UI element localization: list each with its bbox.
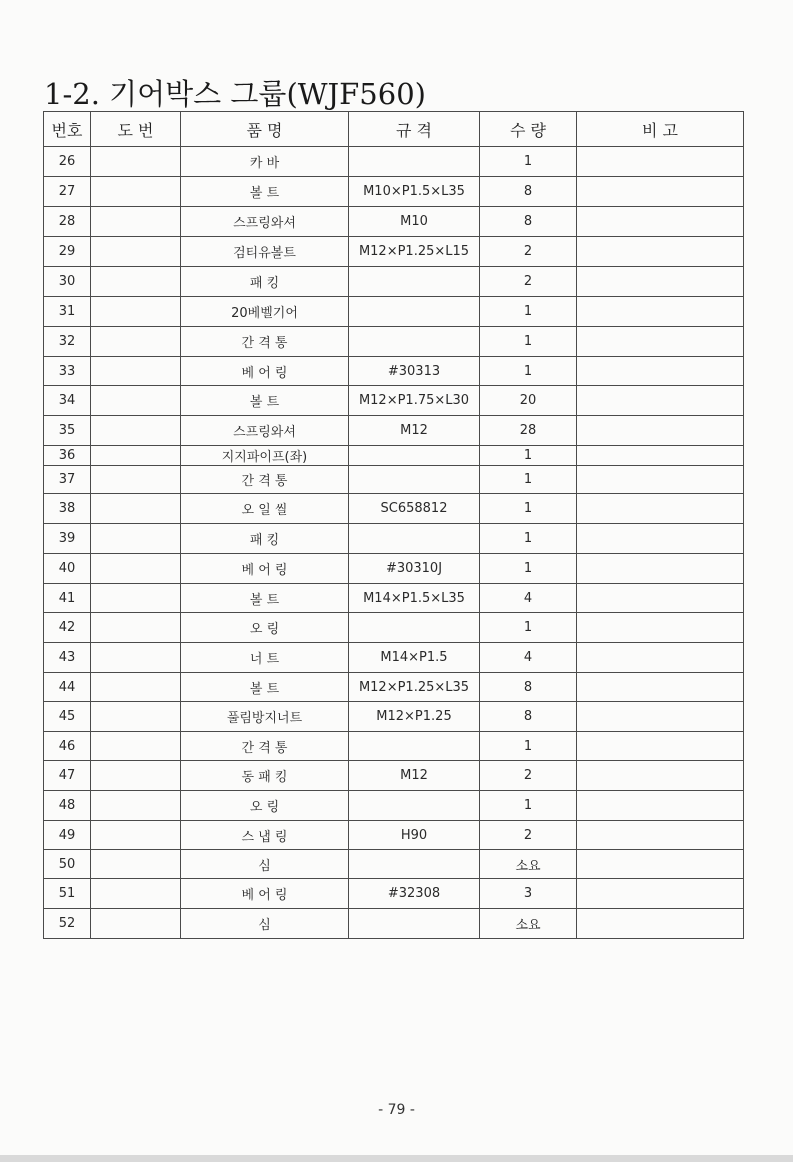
- cell-spec: #32308: [349, 879, 480, 909]
- cell-name: 간 격 통: [181, 732, 349, 761]
- table-row: [44, 267, 744, 297]
- cell-qty: 3: [480, 879, 577, 909]
- cell-note: [577, 237, 744, 267]
- cell-no: 33: [44, 357, 91, 386]
- page-title: 1-2. 기어박스 그룹(WJF560): [44, 77, 426, 111]
- cell-qty: 1: [480, 524, 577, 554]
- cell-drawing: [91, 554, 181, 584]
- cell-spec: [349, 613, 480, 643]
- cell-spec: [349, 267, 480, 297]
- cell-name: 지지파이프(좌): [181, 446, 349, 466]
- table-row: [44, 327, 744, 357]
- cell-name: 스프링와셔: [181, 207, 349, 237]
- cell-qty: 20: [480, 386, 577, 416]
- cell-name: 동 패 킹: [181, 761, 349, 791]
- cell-name: 패 킹: [181, 524, 349, 554]
- cell-name: 풀림방지너트: [181, 702, 349, 732]
- table-row: [44, 297, 744, 327]
- table-row: [44, 850, 744, 879]
- cell-drawing: [91, 327, 181, 357]
- cell-no: 48: [44, 791, 91, 821]
- cell-qty: 2: [480, 761, 577, 791]
- cell-note: [577, 761, 744, 791]
- cell-name: 심: [181, 850, 349, 879]
- cell-note: [577, 267, 744, 297]
- cell-drawing: [91, 821, 181, 850]
- cell-qty: 8: [480, 702, 577, 732]
- scan-edge: [0, 1155, 793, 1162]
- cell-spec: [349, 850, 480, 879]
- cell-no: 45: [44, 702, 91, 732]
- cell-spec: M12: [349, 416, 480, 446]
- cell-drawing: [91, 466, 181, 494]
- header-drawing: 도 번: [91, 112, 181, 147]
- cell-qty: 소요: [480, 850, 577, 879]
- cell-qty: 4: [480, 643, 577, 673]
- table-row: [44, 879, 744, 909]
- header-note: 비 고: [577, 112, 744, 147]
- cell-qty: 4: [480, 584, 577, 613]
- cell-no: 50: [44, 850, 91, 879]
- cell-drawing: [91, 732, 181, 761]
- table-row: [44, 702, 744, 732]
- cell-drawing: [91, 207, 181, 237]
- cell-qty: 1: [480, 327, 577, 357]
- table-row: [44, 237, 744, 267]
- cell-name: 볼 트: [181, 177, 349, 207]
- cell-spec: M14×P1.5: [349, 643, 480, 673]
- cell-note: [577, 850, 744, 879]
- table-row: [44, 466, 744, 494]
- cell-drawing: [91, 613, 181, 643]
- table-row: [44, 386, 744, 416]
- table-row: [44, 643, 744, 673]
- cell-name: 너 트: [181, 643, 349, 673]
- cell-spec: [349, 446, 480, 466]
- table-row: [44, 732, 744, 761]
- cell-no: 30: [44, 267, 91, 297]
- cell-no: 44: [44, 673, 91, 702]
- table-row: [44, 357, 744, 386]
- table-row: [44, 554, 744, 584]
- cell-spec: M10×P1.5×L35: [349, 177, 480, 207]
- cell-note: [577, 327, 744, 357]
- cell-name: 볼 트: [181, 584, 349, 613]
- cell-no: 36: [44, 446, 91, 466]
- cell-qty: 소요: [480, 909, 577, 939]
- cell-note: [577, 791, 744, 821]
- cell-no: 27: [44, 177, 91, 207]
- cell-spec: SC658812: [349, 494, 480, 524]
- cell-qty: 8: [480, 207, 577, 237]
- cell-name: 베 어 링: [181, 357, 349, 386]
- table-row: [44, 524, 744, 554]
- page-number: - 79 -: [378, 1102, 415, 1118]
- cell-no: 38: [44, 494, 91, 524]
- cell-name: 오 링: [181, 791, 349, 821]
- cell-drawing: [91, 879, 181, 909]
- cell-spec: M14×P1.5×L35: [349, 584, 480, 613]
- cell-note: [577, 909, 744, 939]
- cell-name: 20베벨기어: [181, 297, 349, 327]
- cell-note: [577, 524, 744, 554]
- cell-note: [577, 357, 744, 386]
- cell-spec: [349, 297, 480, 327]
- cell-name: 베 어 링: [181, 879, 349, 909]
- table-row: [44, 791, 744, 821]
- table-row: [44, 147, 744, 177]
- cell-note: [577, 584, 744, 613]
- cell-note: [577, 554, 744, 584]
- cell-qty: 1: [480, 494, 577, 524]
- cell-name: 스프링와셔: [181, 416, 349, 446]
- cell-drawing: [91, 909, 181, 939]
- parts-table-body: [44, 147, 744, 939]
- cell-no: 49: [44, 821, 91, 850]
- cell-no: 28: [44, 207, 91, 237]
- cell-no: 31: [44, 297, 91, 327]
- cell-no: 41: [44, 584, 91, 613]
- parts-table-header: [44, 112, 744, 147]
- table-row: [44, 177, 744, 207]
- cell-qty: 2: [480, 821, 577, 850]
- cell-drawing: [91, 643, 181, 673]
- cell-note: [577, 207, 744, 237]
- cell-drawing: [91, 386, 181, 416]
- cell-qty: 1: [480, 466, 577, 494]
- cell-name: 볼 트: [181, 673, 349, 702]
- cell-no: 47: [44, 761, 91, 791]
- cell-drawing: [91, 673, 181, 702]
- cell-no: 26: [44, 147, 91, 177]
- table-row: [44, 584, 744, 613]
- cell-no: 42: [44, 613, 91, 643]
- cell-drawing: [91, 702, 181, 732]
- table-row: [44, 761, 744, 791]
- cell-note: [577, 732, 744, 761]
- cell-drawing: [91, 147, 181, 177]
- cell-spec: M12×P1.25×L15: [349, 237, 480, 267]
- cell-no: 34: [44, 386, 91, 416]
- cell-name: 베 어 링: [181, 554, 349, 584]
- cell-drawing: [91, 237, 181, 267]
- table-row: [44, 613, 744, 643]
- cell-spec: [349, 791, 480, 821]
- cell-no: 51: [44, 879, 91, 909]
- cell-spec: M12×P1.25: [349, 702, 480, 732]
- cell-note: [577, 643, 744, 673]
- cell-no: 35: [44, 416, 91, 446]
- cell-qty: 1: [480, 297, 577, 327]
- cell-no: 43: [44, 643, 91, 673]
- cell-no: 37: [44, 466, 91, 494]
- cell-drawing: [91, 267, 181, 297]
- cell-no: 39: [44, 524, 91, 554]
- table-row: [44, 494, 744, 524]
- cell-spec: M12×P1.25×L35: [349, 673, 480, 702]
- cell-note: [577, 297, 744, 327]
- cell-drawing: [91, 297, 181, 327]
- cell-no: 52: [44, 909, 91, 939]
- cell-qty: 1: [480, 554, 577, 584]
- cell-spec: [349, 732, 480, 761]
- cell-no: 40: [44, 554, 91, 584]
- cell-note: [577, 613, 744, 643]
- cell-qty: 8: [480, 673, 577, 702]
- cell-drawing: [91, 584, 181, 613]
- cell-qty: 1: [480, 791, 577, 821]
- cell-spec: #30313: [349, 357, 480, 386]
- cell-note: [577, 879, 744, 909]
- cell-no: 32: [44, 327, 91, 357]
- cell-note: [577, 386, 744, 416]
- cell-drawing: [91, 761, 181, 791]
- cell-qty: 1: [480, 732, 577, 761]
- cell-spec: [349, 466, 480, 494]
- cell-note: [577, 673, 744, 702]
- cell-qty: 1: [480, 147, 577, 177]
- cell-spec: [349, 909, 480, 939]
- cell-note: [577, 147, 744, 177]
- header-no: 번호: [44, 112, 91, 147]
- cell-no: 29: [44, 237, 91, 267]
- table-row: [44, 207, 744, 237]
- cell-drawing: [91, 791, 181, 821]
- cell-qty: 1: [480, 446, 577, 466]
- cell-spec: M12: [349, 761, 480, 791]
- cell-qty: 2: [480, 267, 577, 297]
- table-row: [44, 416, 744, 446]
- cell-name: 카 바: [181, 147, 349, 177]
- header-qty: 수 량: [480, 112, 577, 147]
- cell-drawing: [91, 177, 181, 207]
- cell-spec: [349, 147, 480, 177]
- cell-name: 심: [181, 909, 349, 939]
- cell-drawing: [91, 494, 181, 524]
- table-row: [44, 446, 744, 466]
- cell-spec: M10: [349, 207, 480, 237]
- cell-name: 오 링: [181, 613, 349, 643]
- table-row: [44, 909, 744, 939]
- cell-name: 스 냅 링: [181, 821, 349, 850]
- cell-note: [577, 821, 744, 850]
- cell-note: [577, 446, 744, 466]
- cell-no: 46: [44, 732, 91, 761]
- cell-name: 간 격 통: [181, 327, 349, 357]
- cell-note: [577, 466, 744, 494]
- header-row: [44, 112, 744, 147]
- cell-name: 패 킹: [181, 267, 349, 297]
- cell-drawing: [91, 416, 181, 446]
- cell-spec: #30310J: [349, 554, 480, 584]
- cell-name: 볼 트: [181, 386, 349, 416]
- header-name: 품 명: [181, 112, 349, 147]
- cell-drawing: [91, 524, 181, 554]
- cell-qty: 2: [480, 237, 577, 267]
- cell-note: [577, 702, 744, 732]
- cell-qty: 1: [480, 357, 577, 386]
- cell-spec: H90: [349, 821, 480, 850]
- header-spec: 규 격: [349, 112, 480, 147]
- cell-drawing: [91, 850, 181, 879]
- cell-spec: [349, 327, 480, 357]
- cell-spec: M12×P1.75×L30: [349, 386, 480, 416]
- cell-name: 오 일 씰: [181, 494, 349, 524]
- cell-note: [577, 177, 744, 207]
- cell-note: [577, 494, 744, 524]
- cell-qty: 28: [480, 416, 577, 446]
- table-row: [44, 673, 744, 702]
- cell-name: 간 격 통: [181, 466, 349, 494]
- cell-name: 검티유볼트: [181, 237, 349, 267]
- cell-qty: 8: [480, 177, 577, 207]
- cell-spec: [349, 524, 480, 554]
- cell-qty: 1: [480, 613, 577, 643]
- cell-note: [577, 416, 744, 446]
- cell-drawing: [91, 446, 181, 466]
- cell-drawing: [91, 357, 181, 386]
- table-row: [44, 821, 744, 850]
- parts-table: [43, 111, 744, 939]
